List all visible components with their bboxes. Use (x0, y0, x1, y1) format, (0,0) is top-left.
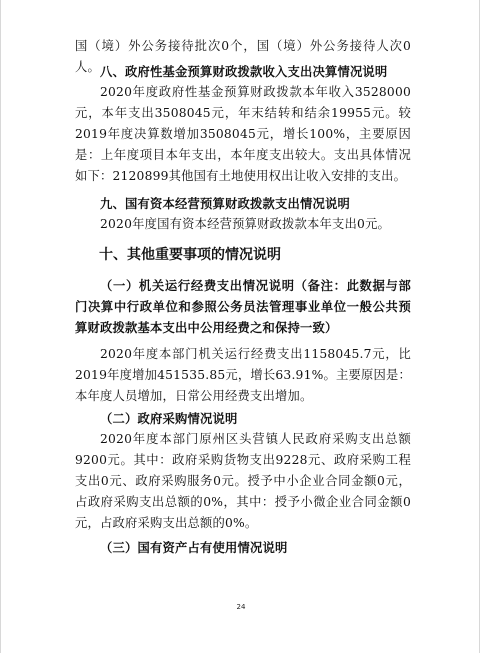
paragraph-section-9: 2020年度国有资本经营预算财政拨款本年支出0元。 (100, 217, 391, 231)
heading-section-8: 八、政府性基金预算财政拨款收入支出决算情况说明 (100, 64, 388, 79)
heading-section-10: 十、其他重要事项的情况说明 (99, 247, 281, 263)
heading-section-9: 九、国有资本经营预算财政拨款支出情况说明 (100, 196, 350, 211)
paragraph-section-10-1: 2020年度本部门机关运行经费支出1158045.7元，比2019年度增加451535.85元，增长63.91%。主要原因是：本年度人员增加，日常公用经费支出增加。 (75, 347, 411, 403)
page-number: 24 (236, 603, 246, 611)
paragraph-section-10-2: 2020年度本部门原州区头营镇人民政府采购支出总额9200元。其中：政府采购货物支出9228元、政府采购工程支出0元、政府采购服务0元。授予中小企业合同金额0元，占政府采购支出总额的0%，其中：授予小微企业合同金额0元，占政府采购支出总额的0%。 (75, 432, 411, 530)
paragraph-continuation: 国（境）外公务接待批次0个，国（境）外公务接待人次0人。 (75, 39, 411, 74)
heading-section-10-1: （一）机关运行经费支出情况说明（备注：此数据与部门决算中行政单位和参照公务员法管理事业单位一般公共预算财政拨款基本支出中公用经费之和保持一致） (75, 278, 411, 335)
heading-section-10-2: （二）政府采购情况说明 (100, 411, 238, 426)
paragraph-section-8: 2020年度政府性基金预算财政拨款本年收入3528000元，本年支出3508045元，年末结转和结余19955元。较2019年度决算数增加3508045元，增长100%，主要原因是：上年度项目本年支出，本年度支出较大。支出具体情况如下：2120899其他国有土地使用权出让收入安排的支出。 (75, 85, 411, 183)
heading-section-10-3: （三）国有资产占有使用情况说明 (100, 540, 288, 555)
